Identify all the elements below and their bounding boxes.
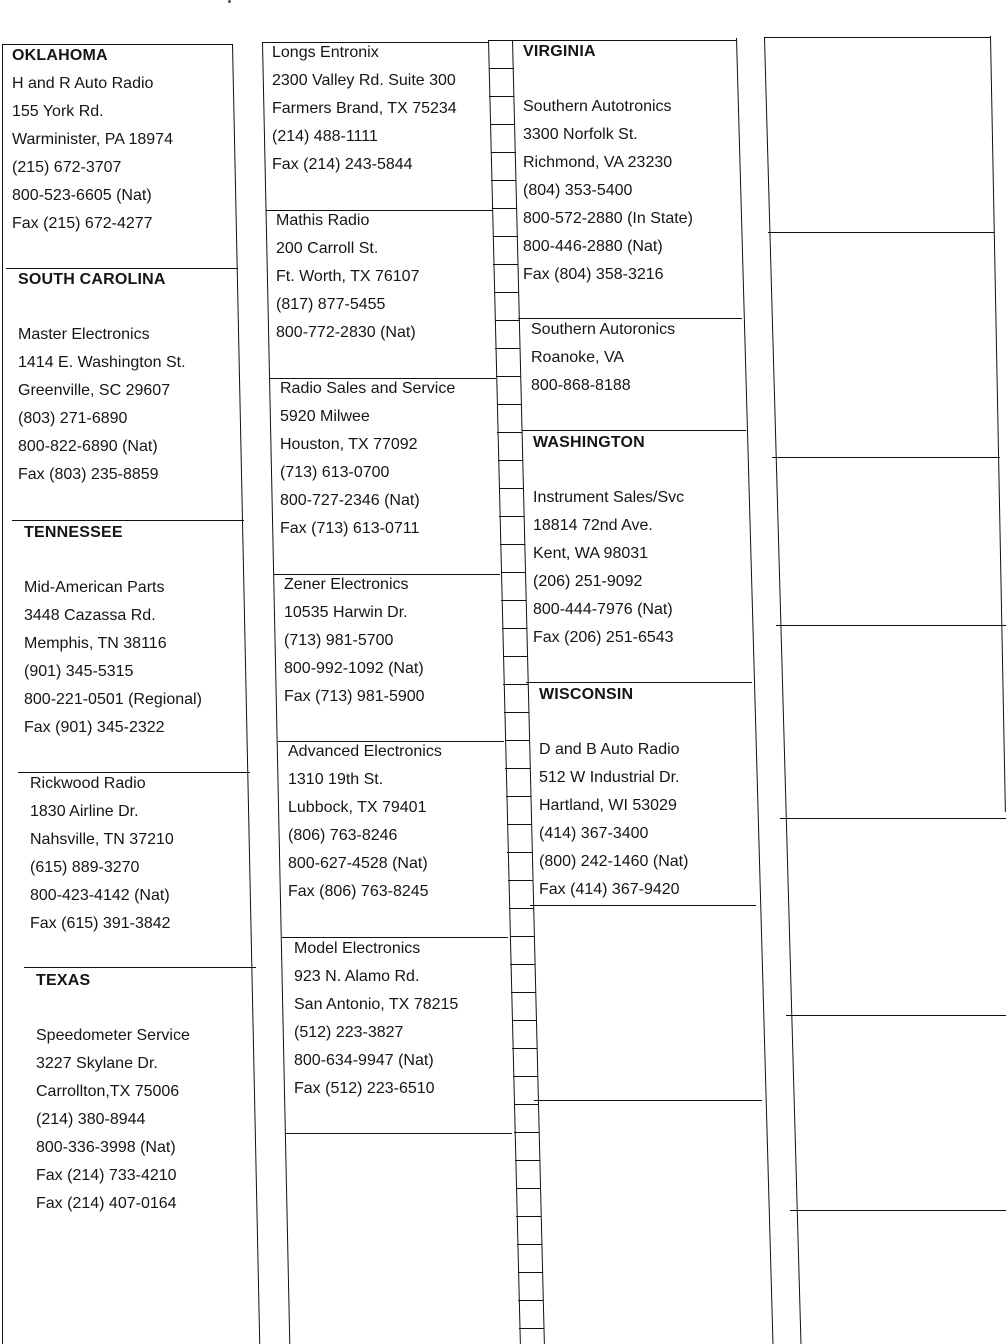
dealer-name: Southern Autotronics bbox=[523, 98, 672, 115]
ladder-rung bbox=[514, 1132, 539, 1133]
dealer-fax: Fax (214) 407-0164 bbox=[36, 1195, 177, 1212]
ladder-rung bbox=[512, 1020, 537, 1021]
dealer-phone: (215) 672-3707 bbox=[12, 159, 122, 176]
dealer-address: 18814 72nd Ave. bbox=[533, 517, 653, 534]
dealer-city: Farmers Brand, TX 75234 bbox=[272, 100, 457, 117]
dealer-entry bbox=[276, 207, 419, 347]
ladder-rung bbox=[518, 1300, 543, 1301]
column-4-left-border bbox=[764, 38, 801, 1344]
dealer-city: Hartland, WI 53029 bbox=[539, 797, 677, 814]
dealer-address: 923 N. Alamo Rd. bbox=[294, 968, 420, 985]
ladder-rung bbox=[497, 432, 522, 433]
dealer-phone: (414) 367-3400 bbox=[539, 825, 649, 842]
col3-divider bbox=[534, 1100, 762, 1101]
dealer-fax: Fax (512) 223-6510 bbox=[294, 1080, 435, 1097]
ladder-rung bbox=[507, 824, 532, 825]
ladder-rung bbox=[518, 1272, 543, 1273]
ladder-rung bbox=[512, 1048, 537, 1049]
dealer-name: Speedometer Service bbox=[36, 1027, 190, 1044]
dealer-address: 10535 Harwin Dr. bbox=[284, 604, 408, 621]
dealer-name: Mid-American Parts bbox=[24, 579, 165, 596]
ladder-rung bbox=[497, 404, 522, 405]
dealer-fax: Fax (214) 733-4210 bbox=[36, 1167, 177, 1184]
state-heading: TEXAS bbox=[36, 972, 91, 989]
dealer-tollfree: 800-572-2880 (In State) bbox=[523, 210, 693, 227]
dealer-entry bbox=[30, 770, 174, 938]
ladder-rung bbox=[496, 376, 521, 377]
ladder-rung bbox=[503, 684, 528, 685]
dealer-address: 3300 Norfolk St. bbox=[523, 126, 638, 143]
state-heading: TENNESSEE bbox=[24, 524, 123, 541]
dealer-city: Kent, WA 98031 bbox=[533, 545, 649, 562]
dealer-entry bbox=[36, 967, 190, 1218]
dealer-name: Rickwood Radio bbox=[30, 775, 146, 792]
ladder-rung bbox=[508, 880, 533, 881]
dealer-city: San Antonio, TX 78215 bbox=[294, 996, 459, 1013]
dealer-fax: Fax (804) 358-3216 bbox=[523, 266, 664, 283]
col4-divider bbox=[790, 1210, 1006, 1211]
dealer-fax: Fax (414) 367-9420 bbox=[539, 881, 680, 898]
dealer-city: Lubbock, TX 79401 bbox=[288, 799, 427, 816]
dealer-fax: Fax (803) 235-8859 bbox=[18, 466, 159, 483]
dealer-name: D and B Auto Radio bbox=[539, 741, 680, 758]
dealer-phone: (214) 488-1111 bbox=[272, 128, 378, 145]
dealer-city: Richmond, VA 23230 bbox=[523, 154, 673, 171]
dealer-entry bbox=[531, 316, 675, 400]
col4-divider bbox=[786, 1015, 1006, 1016]
state-heading: VIRGINIA bbox=[523, 43, 596, 60]
dealer-phone: (713) 981-5700 bbox=[284, 632, 394, 649]
col2-divider bbox=[286, 1133, 512, 1134]
dealer-entry bbox=[294, 935, 458, 1103]
ladder-rung bbox=[510, 936, 535, 937]
dealer-tollfree: 800-444-7976 (Nat) bbox=[533, 601, 673, 618]
dealer-tollfree: 800-992-1092 (Nat) bbox=[284, 660, 424, 677]
dealer-name: H and R Auto Radio bbox=[12, 75, 154, 92]
dealer-entry bbox=[12, 42, 173, 238]
dealer-address: 512 W Industrial Dr. bbox=[539, 769, 680, 786]
col4-divider bbox=[768, 232, 994, 233]
ladder-rung bbox=[494, 292, 519, 293]
state-heading: WASHINGTON bbox=[533, 434, 645, 451]
dealer-name: Longs Entronix bbox=[272, 44, 379, 61]
ladder-rung bbox=[519, 1328, 544, 1329]
dealer-entry bbox=[533, 429, 684, 652]
column-3-right-border bbox=[736, 38, 773, 1344]
state-heading: OKLAHOMA bbox=[12, 47, 108, 64]
dealer-tollfree: 800-772-2830 (Nat) bbox=[276, 324, 416, 341]
ladder-rung bbox=[513, 1076, 538, 1077]
ladder-rung bbox=[516, 1188, 541, 1189]
dealer-city: Greenville, SC 29607 bbox=[18, 382, 171, 399]
ladder-rung bbox=[501, 600, 526, 601]
scan-speck bbox=[228, 0, 231, 3]
dealer-phone: (803) 271-6890 bbox=[18, 410, 128, 427]
dealer-phone: (806) 763-8246 bbox=[288, 827, 398, 844]
state-heading: SOUTH CAROLINA bbox=[18, 271, 166, 288]
dealer-fax: Fax (215) 672-4277 bbox=[12, 215, 153, 232]
ladder-rung bbox=[509, 908, 534, 909]
dealer-tollfree: 800-336-3998 (Nat) bbox=[36, 1139, 176, 1156]
dealer-tollfree: (800) 242-1460 (Nat) bbox=[539, 853, 689, 870]
dealer-fax: Fax (206) 251-6543 bbox=[533, 629, 674, 646]
ladder-rung bbox=[505, 740, 530, 741]
column-1-left-border bbox=[2, 44, 3, 1344]
ladder-rung bbox=[493, 264, 518, 265]
dealer-address: 2300 Valley Rd. Suite 300 bbox=[272, 72, 456, 89]
dealer-entry bbox=[18, 266, 186, 489]
dealer-city: Warminister, PA 18974 bbox=[12, 131, 173, 148]
dealer-address: 1830 Airline Dr. bbox=[30, 803, 139, 820]
dealer-tollfree: 800-446-2880 (Nat) bbox=[523, 238, 663, 255]
ladder-rung bbox=[498, 460, 523, 461]
col3-divider bbox=[530, 905, 756, 906]
dealer-tollfree: 800-627-4528 (Nat) bbox=[288, 855, 428, 872]
ladder-rung bbox=[491, 152, 516, 153]
ladder-rung bbox=[493, 236, 518, 237]
ladder-rung bbox=[515, 1160, 540, 1161]
ladder-rung bbox=[501, 572, 526, 573]
ladder-rung bbox=[489, 68, 514, 69]
ladder-rung bbox=[514, 1104, 539, 1105]
dealer-fax: Fax (713) 613-0711 bbox=[280, 520, 420, 537]
dealer-phone: (713) 613-0700 bbox=[280, 464, 390, 481]
col4-divider bbox=[772, 457, 1000, 458]
ladder-rung bbox=[491, 180, 516, 181]
dealer-name: Mathis Radio bbox=[276, 212, 370, 229]
ladder-rung bbox=[490, 124, 515, 125]
dealer-entry bbox=[288, 738, 442, 906]
ladder-rung bbox=[503, 656, 528, 657]
dealer-tollfree: 800-221-0501 (Regional) bbox=[24, 691, 202, 708]
ladder-rung bbox=[495, 320, 520, 321]
dealer-city: Roanoke, VA bbox=[531, 349, 625, 366]
ladder-rung bbox=[502, 628, 527, 629]
dealer-address: 200 Carroll St. bbox=[276, 240, 379, 257]
ladder-rung bbox=[495, 348, 520, 349]
column-4-right-border bbox=[990, 36, 1006, 812]
ladder-rung bbox=[511, 992, 536, 993]
dealer-entry bbox=[284, 571, 425, 711]
dealer-phone: (901) 345-5315 bbox=[24, 663, 134, 680]
dealer-tollfree: 800-868-8188 bbox=[531, 377, 631, 394]
ladder-rung bbox=[500, 544, 525, 545]
dealer-tollfree: 800-634-9947 (Nat) bbox=[294, 1052, 434, 1069]
ladder-rung bbox=[510, 964, 535, 965]
dealer-entry bbox=[280, 375, 455, 543]
dealer-tollfree: 800-423-4142 (Nat) bbox=[30, 887, 170, 904]
dealer-address: 1310 19th St. bbox=[288, 771, 384, 788]
dealer-phone: (615) 889-3270 bbox=[30, 859, 140, 876]
dealer-name: Zener Electronics bbox=[284, 576, 409, 593]
ladder-rung bbox=[499, 488, 524, 489]
dealer-tollfree: 800-727-2346 (Nat) bbox=[280, 492, 420, 509]
dealer-address: 5920 Milwee bbox=[280, 408, 370, 425]
dealer-name: Advanced Electronics bbox=[288, 743, 442, 760]
dealer-fax: Fax (615) 391-3842 bbox=[30, 915, 171, 932]
ladder-rung bbox=[504, 712, 529, 713]
dealer-entry bbox=[24, 519, 202, 742]
dealer-entry bbox=[272, 39, 457, 179]
dealer-name: Instrument Sales/Svc bbox=[533, 489, 685, 506]
dealer-phone: (512) 223-3827 bbox=[294, 1024, 404, 1041]
dealer-name: Southern Autoronics bbox=[531, 321, 676, 338]
column-4-top-border bbox=[764, 37, 990, 38]
dealer-name: Master Electronics bbox=[18, 326, 150, 343]
ladder-rung bbox=[489, 96, 514, 97]
dealer-city: Memphis, TN 38116 bbox=[24, 635, 167, 652]
dealer-address: 3448 Cazassa Rd. bbox=[24, 607, 156, 624]
dealer-phone: (804) 353-5400 bbox=[523, 182, 633, 199]
dealer-city: Carrollton,TX 75006 bbox=[36, 1083, 180, 1100]
ladder-rung bbox=[499, 516, 524, 517]
ladder-rung bbox=[517, 1244, 542, 1245]
dealer-city: Nahsville, TN 37210 bbox=[30, 831, 174, 848]
state-heading: WISCONSIN bbox=[539, 686, 634, 703]
dealer-tollfree: 800-523-6605 (Nat) bbox=[12, 187, 152, 204]
dealer-fax: Fax (901) 345-2322 bbox=[24, 719, 165, 736]
dealer-name: Model Electronics bbox=[294, 940, 421, 957]
dealer-address: 3227 Skylane Dr. bbox=[36, 1055, 158, 1072]
dealer-city: Houston, TX 77092 bbox=[280, 436, 418, 453]
dealer-entry bbox=[523, 38, 693, 289]
dealer-fax: Fax (806) 763-8245 bbox=[288, 883, 429, 900]
ladder-rung bbox=[516, 1216, 541, 1217]
dealer-city: Ft. Worth, TX 76107 bbox=[276, 268, 420, 285]
col4-divider bbox=[776, 625, 1006, 626]
dealer-name: Radio Sales and Service bbox=[280, 380, 456, 397]
dealer-entry bbox=[539, 681, 688, 904]
ladder-rung bbox=[506, 796, 531, 797]
column-1-right-border bbox=[232, 44, 260, 1344]
col4-divider bbox=[780, 818, 1006, 819]
dealer-tollfree: 800-822-6890 (Nat) bbox=[18, 438, 158, 455]
dealer-phone: (214) 380-8944 bbox=[36, 1111, 146, 1128]
dealer-phone: (817) 877-5455 bbox=[276, 296, 386, 313]
ladder-strip bbox=[489, 40, 523, 1344]
dealer-address: 1414 E. Washington St. bbox=[18, 354, 186, 371]
ladder-rung bbox=[492, 208, 517, 209]
ladder-rung bbox=[488, 40, 513, 41]
ladder-rung bbox=[505, 768, 530, 769]
dealer-fax: Fax (713) 981-5900 bbox=[284, 688, 425, 705]
dealer-address: 155 York Rd. bbox=[12, 103, 104, 120]
ladder-rung bbox=[507, 852, 532, 853]
dealer-fax: Fax (214) 243-5844 bbox=[272, 156, 413, 173]
dealer-phone: (206) 251-9092 bbox=[533, 573, 643, 590]
